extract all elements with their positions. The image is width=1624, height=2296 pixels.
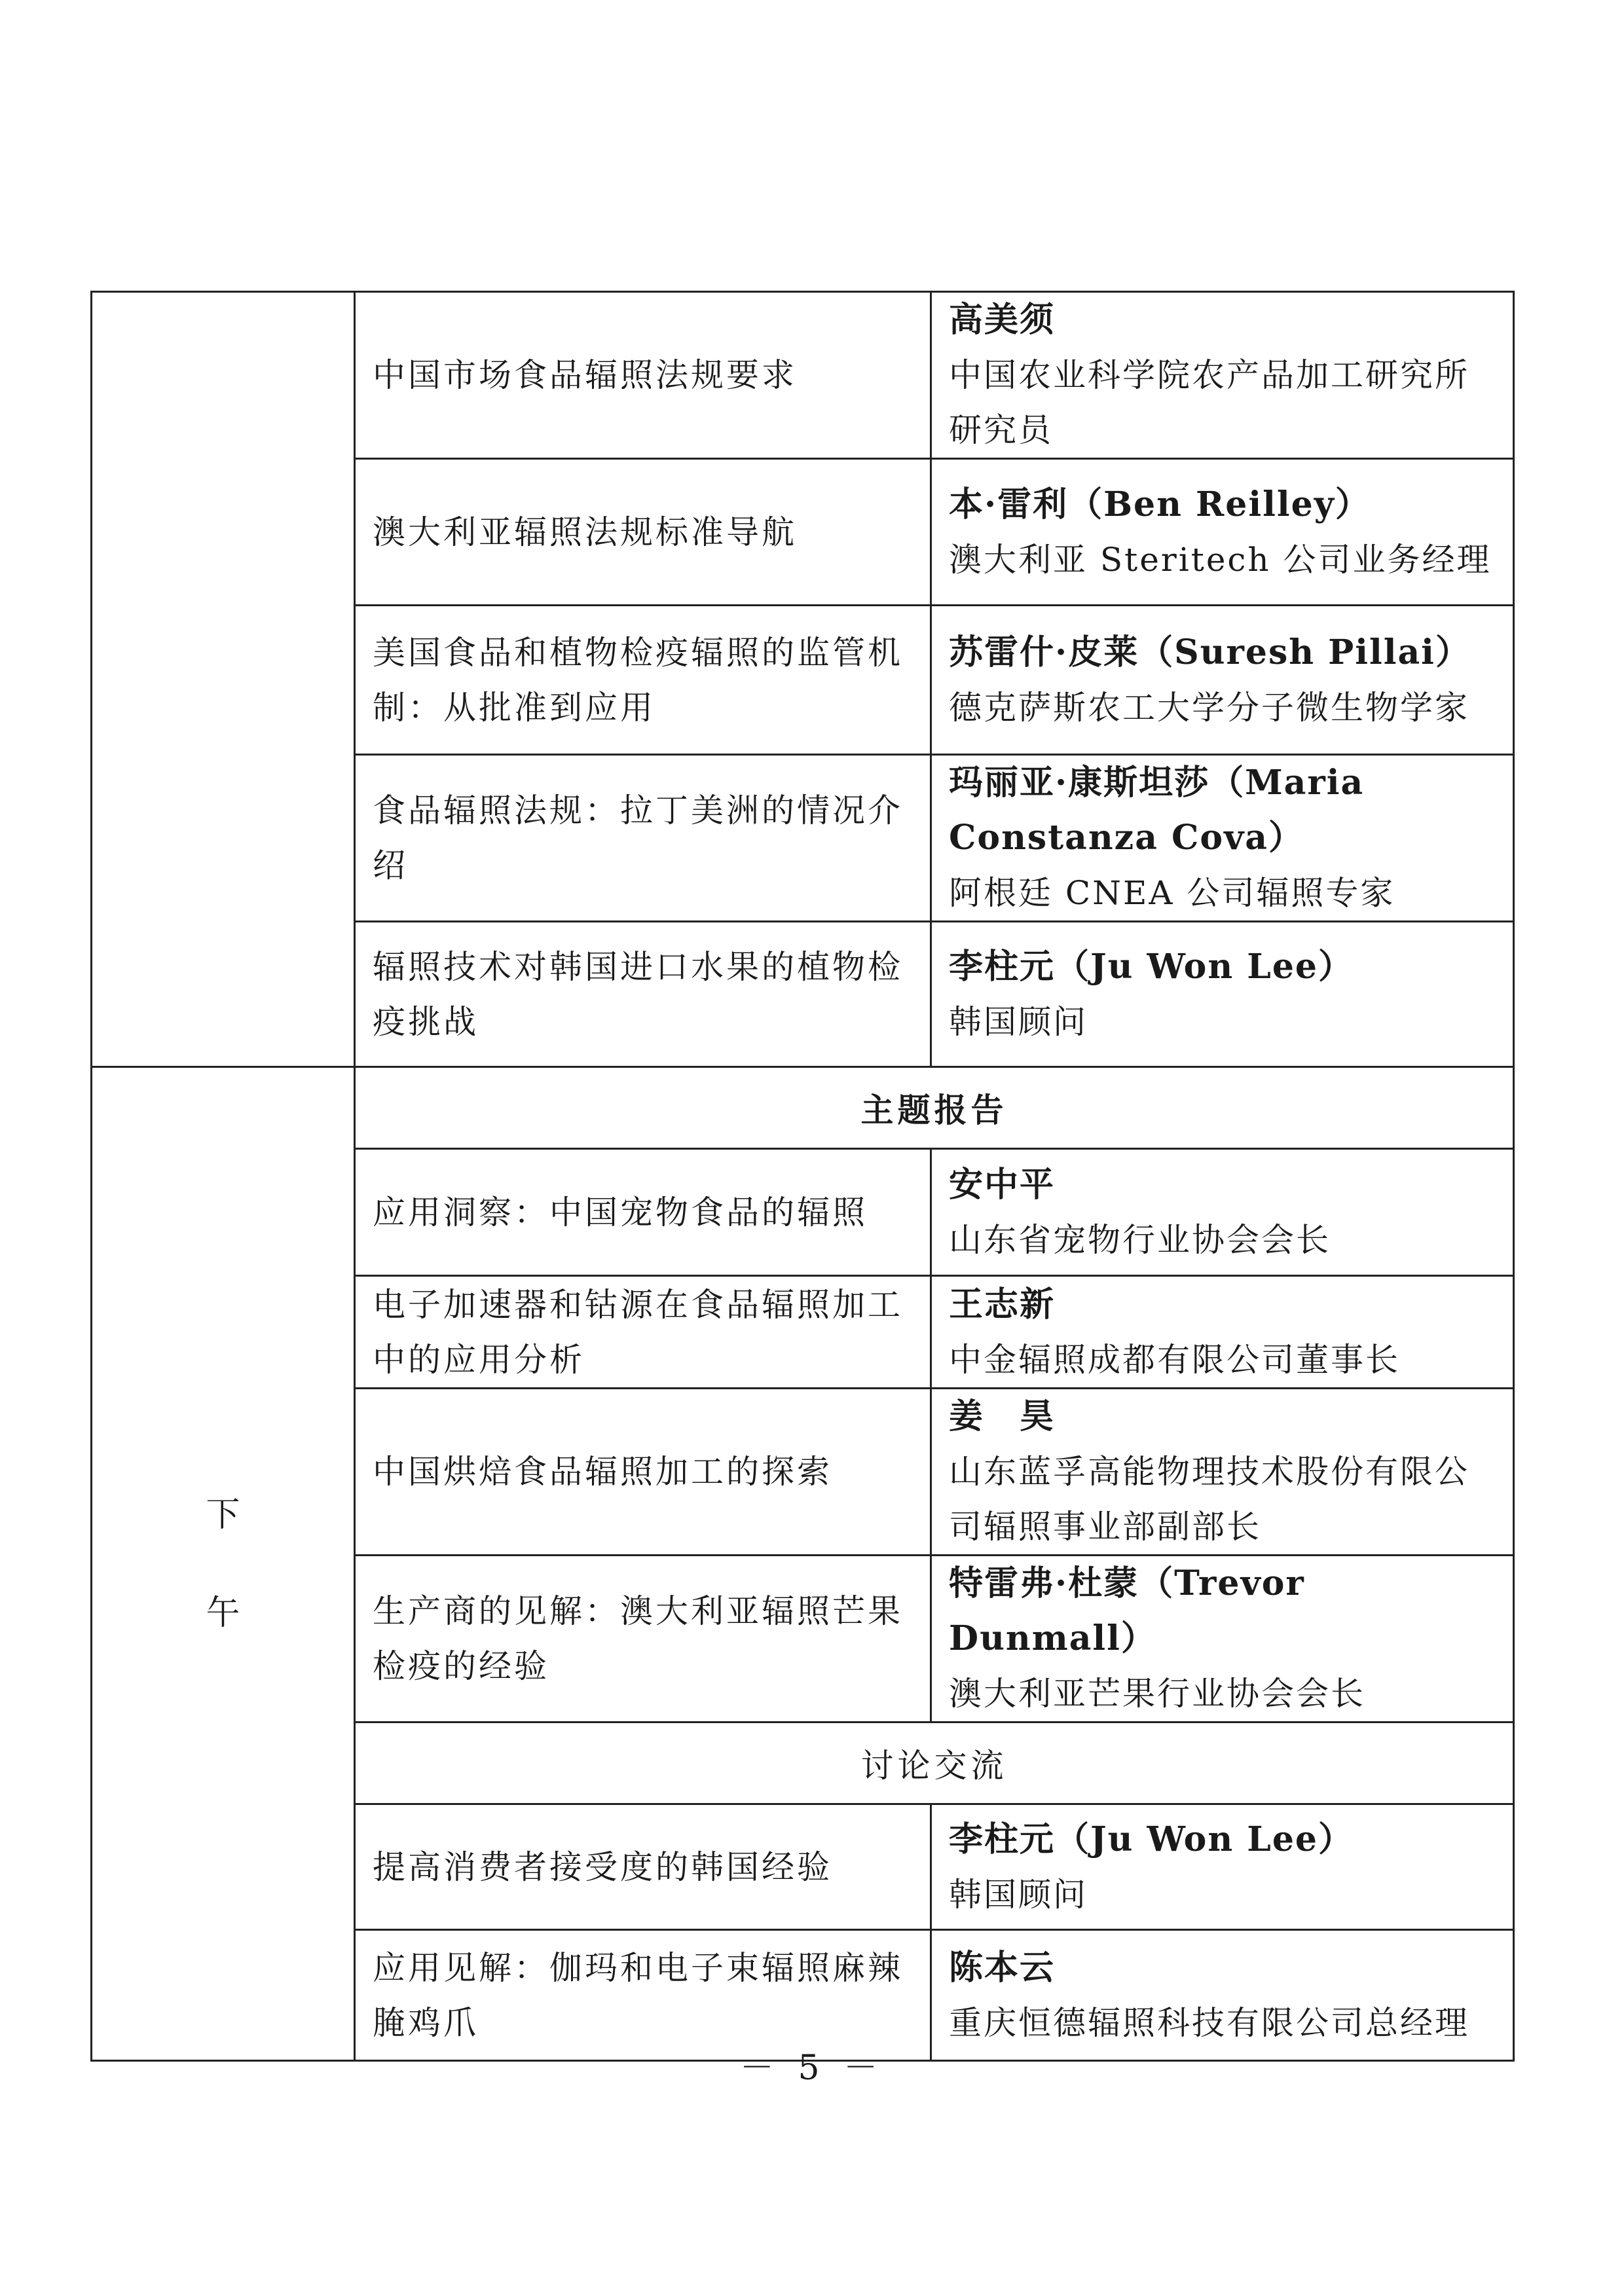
- speaker-cell: [931, 1389, 1514, 1556]
- speaker-name: 玛丽亚·康斯坦莎（Maria Constanza Cova）: [949, 763, 1365, 858]
- speaker-title: 韩国顾问: [949, 1002, 1088, 1041]
- speaker-name: 苏雷什·皮莱（Suresh Pillai）: [949, 632, 1471, 672]
- topic-cell: 中国烘焙食品辐照加工的探索: [355, 1389, 931, 1556]
- speaker-title: 山东省宠物行业协会会长: [949, 1220, 1331, 1259]
- speaker-name: 本·雷利（Ben Reilley）: [949, 484, 1371, 524]
- afternoon-period-cell: [92, 1067, 355, 2061]
- section-heading-discussion: 讨论交流: [355, 1722, 1514, 1804]
- speaker-cell: [931, 1804, 1514, 1930]
- table-row: [92, 292, 1514, 459]
- period-label-line2: 午: [206, 1593, 240, 1633]
- speaker-title: 韩国顾问: [949, 1875, 1088, 1914]
- speaker-cell: [931, 606, 1514, 755]
- topic-cell: 生产商的见解：澳大利亚辐照芒果检疫的经验: [355, 1556, 931, 1722]
- table-row: [92, 1067, 1514, 1149]
- topic-cell: 辐照技术对韩国进口水果的植物检疫挑战: [355, 922, 931, 1067]
- topic-cell: 中国市场食品辐照法规要求: [355, 292, 931, 459]
- topic-cell: 美国食品和植物检疫辐照的监管机制：从批准到应用: [355, 606, 931, 755]
- speaker-cell: [931, 1149, 1514, 1276]
- speaker-name: 陈本云: [949, 1947, 1056, 1988]
- speaker-title: 山东蓝孚高能物理技术股份有限公司辐照事业部副部长: [949, 1453, 1469, 1546]
- speaker-cell: [931, 755, 1514, 922]
- speaker-name: 李柱元（Ju Won Lee）: [949, 1819, 1354, 1859]
- speaker-title: 中国农业科学院农产品加工研究所研究员: [949, 356, 1469, 449]
- speaker-title: 澳大利亚 Steritech 公司业务经理: [949, 540, 1492, 579]
- period-label-line1: 下: [206, 1495, 240, 1535]
- speaker-name: 特雷弗·杜蒙（Trevor Dunmall）: [949, 1563, 1305, 1658]
- speaker-cell: [931, 1556, 1514, 1722]
- topic-cell: 食品辐照法规：拉丁美洲的情况介绍: [355, 755, 931, 922]
- schedule-table: [90, 291, 1515, 2062]
- speaker-cell: [931, 292, 1514, 459]
- speaker-title: 德克萨斯农工大学分子微生物学家: [949, 688, 1469, 727]
- speaker-title: 重庆恒德辐照科技有限公司总经理: [949, 2003, 1469, 2042]
- speaker-title: 阿根廷 CNEA 公司辐照专家: [949, 874, 1395, 912]
- topic-cell: 电子加速器和钴源在食品辐照加工中的应用分析: [355, 1276, 931, 1389]
- topic-cell: 应用洞察：中国宠物食品的辐照: [355, 1149, 931, 1276]
- page-number: － 5 －: [739, 2049, 885, 2088]
- topic-cell: 提高消费者接受度的韩国经验: [355, 1804, 931, 1930]
- speaker-cell: [931, 922, 1514, 1067]
- topic-cell: 应用见解：伽玛和电子束辐照麻辣腌鸡爪: [355, 1930, 931, 2061]
- speaker-name: 安中平: [949, 1164, 1056, 1205]
- speaker-cell: [931, 1276, 1514, 1389]
- speaker-name: 姜 昊: [949, 1396, 1056, 1436]
- speaker-cell: [931, 459, 1514, 606]
- speaker-name: 王志新: [949, 1284, 1056, 1324]
- topic-cell: 澳大利亚辐照法规标准导航: [355, 459, 931, 606]
- speaker-name: 李柱元（Ju Won Lee）: [949, 946, 1354, 987]
- speaker-name: 高美须: [949, 300, 1056, 340]
- speaker-title: 澳大利亚芒果行业协会会长: [949, 1675, 1365, 1713]
- speaker-title: 中金辐照成都有限公司董事长: [949, 1340, 1400, 1379]
- section-heading-keynote: 主题报告: [355, 1067, 1514, 1149]
- morning-period-cell: [92, 292, 355, 1067]
